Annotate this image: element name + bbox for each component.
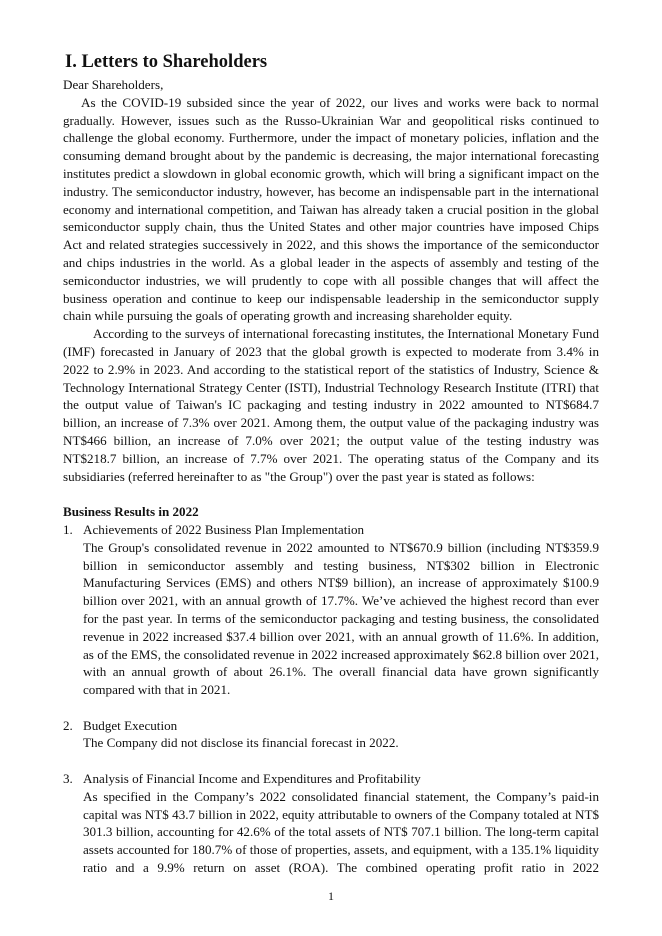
item-body: The Group's consolidated revenue in 2022 amounted to NT$670.9 billion (including NT$359.9 billion in semiconductor assembly and testing business, NT$302 billion in Electronic Manufacturing Services (EMS) and others NT$9 billion), an increase of approximately $100.9 billion over 2021, with an annual growth of 17.7%. We’ve achieved the highest record than ever for the past year. In terms of the semiconductor packaging and testing business, the consolidated revenue in 2022 increased $37.4 billion over 2021, with an annual growth of 11.6%. In addition, as of the EMS, the consolidated revenue in 2022 increased approximately $62.8 billion over 2021, with an annual growth of about 26.1%. The overall financial data have grown significantly compared with that in 2021. <box>83 539 599 698</box>
document-page <box>63 51 599 877</box>
list-item <box>63 521 599 699</box>
item-number: 3. <box>63 771 73 787</box>
page-title: I. Letters to Shareholders <box>65 52 268 72</box>
item-number: 1. <box>63 521 73 537</box>
item-heading: Analysis of Financial Income and Expenditures and Profitability <box>83 771 421 787</box>
list-item <box>63 717 599 753</box>
list-item <box>63 770 599 877</box>
paragraph-forecast: According to the surveys of international forecasting institutes, the International Monetary Fund (IMF) forecasted in January of 2023 that the global growth is expected to moderate from 3.4% in 2022 to 2.9% in 2023. And according to the statistical report of the statistics of Industry, Science & Technology International Strategy Center (ISTI), Industrial Technology Research Institute (ITRI) that the output value of Taiwan's IC packaging and testing industry in 2022 amounted to NT$684.7 billion, an increase of 7.3% over 2021. Among them, the output value of the packaging industry was NT$466 billion, an increase of 7.0% over 2021; the output value of the testing industry was NT$218.7 billion, an increase of 7.7% over 2021. The operating status of the Company and its subsidiaries (referred hereinafter to as "the Group") over the past year is stated as follows: <box>63 326 599 484</box>
section-heading: Business Results in 2022 <box>63 504 199 520</box>
paragraph-intro: As the COVID-19 subsided since the year of 2022, our lives and works were back to normal gradually. However, issues such as the Russo-Ukrainian War and geopolitical risks continued to challenge the global economy. Furthermore, under the impact of monetary policies, inflation and the consuming demand brought about by the pandemic is decreasing, the major international forecasting institutes predict a slowdown in global economic growth, which will bring a significant impact on the industry. The semiconductor industry, however, has become an indispensable part in the international economy and international competition, and Taiwan has already taken a crucial position in the global semiconductor supply chain, thus the United States and other major countries have imposed Chips Act and related strategies successively in 2022, and this shows the importance of the semiconductor and chips industries in the world. As a global leader in the aspects of assembly and testing of the semiconductor industries, we will prudently to cope with all possible changes that will affect the business operation and continue to keep our indispensable leadership in the semiconductor supply chain while pursuing the goals of operating growth and increasing shareholder equity. <box>63 94 599 324</box>
item-body: As specified in the Company’s 2022 consolidated financial statement, the Company’s paid-in capital was NT$ 43.7 billion in 2022, equity attributable to owners of the Company totaled at NT$ 301.3 billion, accounting for 42.6% of the total assets of NT$ 707.1 billion. The long-term capital assets accounted for 180.7% of those of properties, assets, and equipment, with a 135.1% liquidity ratio and a 9.9% return on asset (ROA). The combined operating profit ratio in 2022 <box>83 788 599 876</box>
page-number: 1 <box>328 889 334 903</box>
salutation: Dear Shareholders, <box>63 77 164 92</box>
item-heading: Achievements of 2022 Business Plan Implementation <box>83 521 365 537</box>
item-body: The Company did not disclose its financial forecast in 2022. <box>83 735 399 751</box>
item-heading: Budget Execution <box>83 717 178 733</box>
item-number: 2. <box>63 717 73 733</box>
